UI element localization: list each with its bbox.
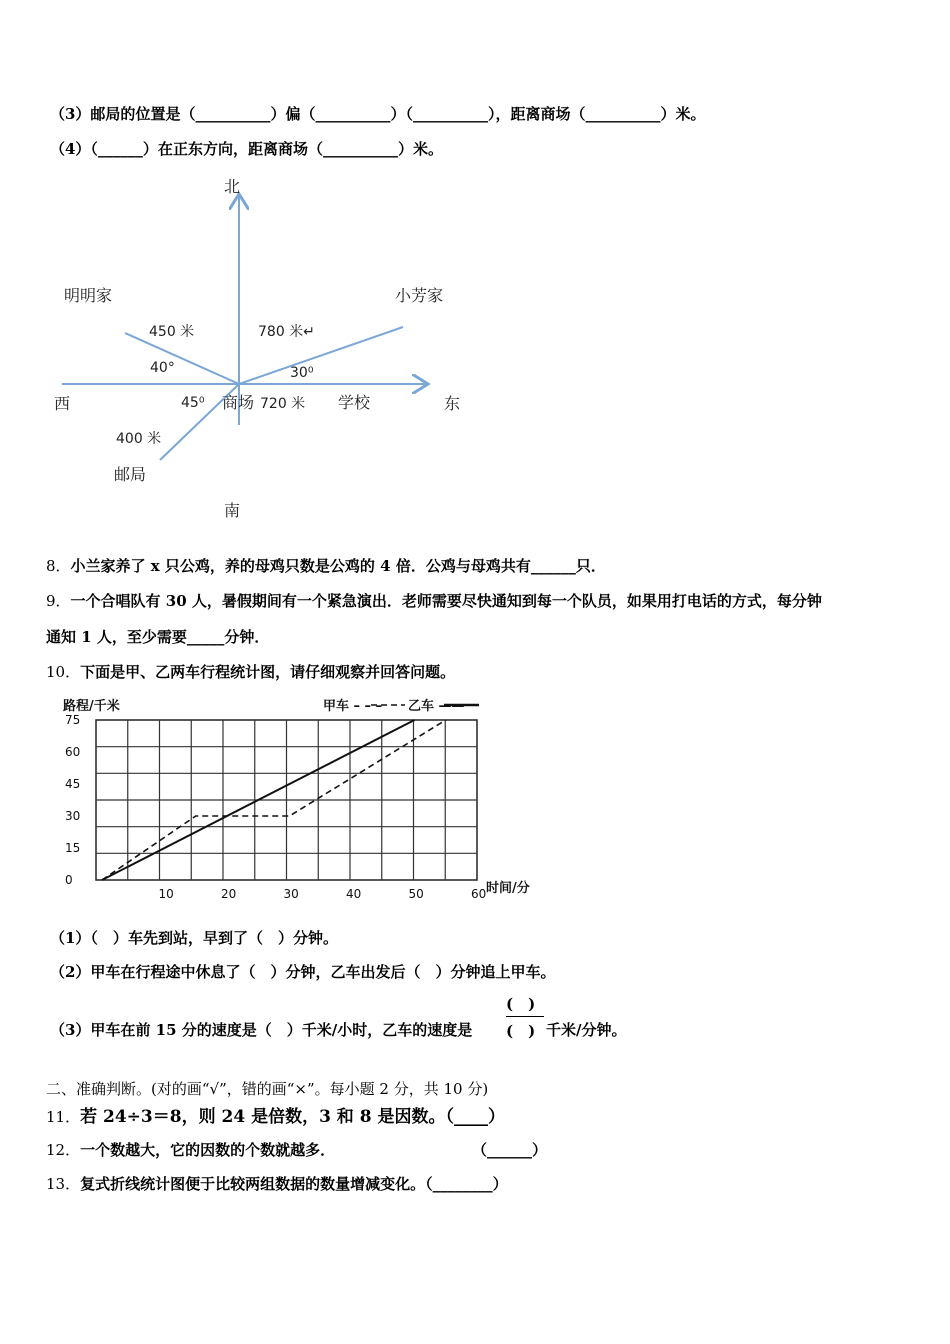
angle-40-label: 40° <box>150 360 175 376</box>
direction-map <box>0 170 520 530</box>
y-tick-label: 15 <box>65 841 81 855</box>
chart-x-label: 时间/分 <box>486 881 530 896</box>
q8-number: 8． <box>46 557 71 575</box>
travel-chart <box>45 690 555 915</box>
q8 <box>46 555 606 576</box>
x-tick-label: 60 <box>471 887 487 901</box>
distance-720-label: 720 米 <box>260 396 306 412</box>
q10-text: 下面是甲、乙两车行程统计图，请仔细观察并回答问题。 <box>80 663 456 681</box>
y-tick-label: 0 <box>65 873 73 887</box>
compass-axes <box>62 194 428 460</box>
x-tick-label: 20 <box>221 887 237 901</box>
q8-text: 小兰家养了 x 只公鸡，养的母鸡只数是公鸡的 4 倍．公鸡与母鸡共有______只． <box>70 557 606 575</box>
north-label: 北 <box>224 177 241 196</box>
legend-jia: 甲车 – – – <box>323 699 383 714</box>
distance-450-label: 450 米 <box>149 324 195 340</box>
y-tick-label: 75 <box>65 713 81 727</box>
xiaofang-home-label: 小芳家 <box>395 286 444 305</box>
q10-part3-b: 千米/分钟。 <box>546 1021 627 1039</box>
q12-text: 一个数越大，它的因数的个数就越多． <box>80 1141 336 1159</box>
school-label: 学校 <box>338 393 371 412</box>
q12-number: 12． <box>46 1141 81 1159</box>
south-label: 南 <box>224 501 241 520</box>
chart-grid <box>96 720 477 880</box>
x-tick-label: 50 <box>408 887 424 901</box>
y-tick-label: 45 <box>65 777 81 791</box>
post-office-label: 邮局 <box>114 465 147 484</box>
q10-part1: （1）（ ）车先到站，早到了（ ）分钟。 <box>50 929 338 947</box>
q9-number: 9． <box>46 592 71 610</box>
q7-part3: （3）邮局的位置是（__________）偏（__________）（__________），距离商场（__________）米。 <box>50 105 706 123</box>
q13 <box>46 1173 508 1194</box>
west-label: 西 <box>54 394 71 413</box>
line-to-mingming <box>125 333 239 384</box>
q7-part4: （4）（______）在正东方向，距离商场（__________）米。 <box>50 140 443 158</box>
mall-label: 商场 <box>222 393 255 412</box>
legend-yi: 乙车 —— <box>408 699 465 714</box>
angle-30-label: 30⁰ <box>290 365 314 381</box>
section-2-title: 二、准确判断。(对的画“√”，错的画“×”。每小题 2 分，共 10 分) <box>46 1080 489 1098</box>
q13-number: 13． <box>46 1175 81 1193</box>
fraction-numerator: ( ) <box>506 995 536 1013</box>
q10-part3-a: （3）甲车在前 15 分的速度是（ ）千米/小时，乙车的速度是 <box>50 1021 473 1039</box>
chart-y-label: 路程/千米 <box>63 699 120 714</box>
angle-45-label: 45⁰ <box>181 395 205 411</box>
q11-text: 若 24÷3＝8，则 24 是倍数，3 和 8 是因数。（____） <box>80 1107 505 1127</box>
q10-number: 10． <box>46 663 81 681</box>
y-tick-label: 30 <box>65 809 81 823</box>
x-tick-label: 40 <box>346 887 362 901</box>
east-label: 东 <box>444 394 461 413</box>
q9-line1 <box>46 590 822 611</box>
x-tick-label: 10 <box>158 887 174 901</box>
x-tick-label: 30 <box>283 887 299 901</box>
y-tick-label: 60 <box>65 745 81 759</box>
distance-400-label: 400 米 <box>116 431 162 447</box>
q10-part2: （2）甲车在行程途中休息了（ ）分钟，乙车出发后（ ）分钟追上甲车。 <box>50 963 556 981</box>
q11 <box>46 1102 505 1127</box>
q9-text1: 一个合唱队有 30 人，暑假期间有一个紧急演出．老师需要尽快通知到每一个队员，如果用打电话的方式，每分钟 <box>70 592 822 610</box>
q13-text: 复式折线统计图便于比较两组数据的数量增减变化。（________） <box>80 1175 508 1193</box>
q12 <box>46 1139 335 1160</box>
q10-intro <box>46 661 455 682</box>
mingming-home-label: 明明家 <box>64 286 113 305</box>
fraction-denominator: ( ) <box>506 1022 536 1040</box>
fraction-bar <box>506 1016 544 1017</box>
q12-blank: （______） <box>472 1141 548 1159</box>
q9-line2: 通知 1 人，至少需要_____分钟． <box>46 628 270 646</box>
q11-number: 11． <box>46 1108 81 1126</box>
distance-780-label: 780 米↵ <box>258 324 315 340</box>
